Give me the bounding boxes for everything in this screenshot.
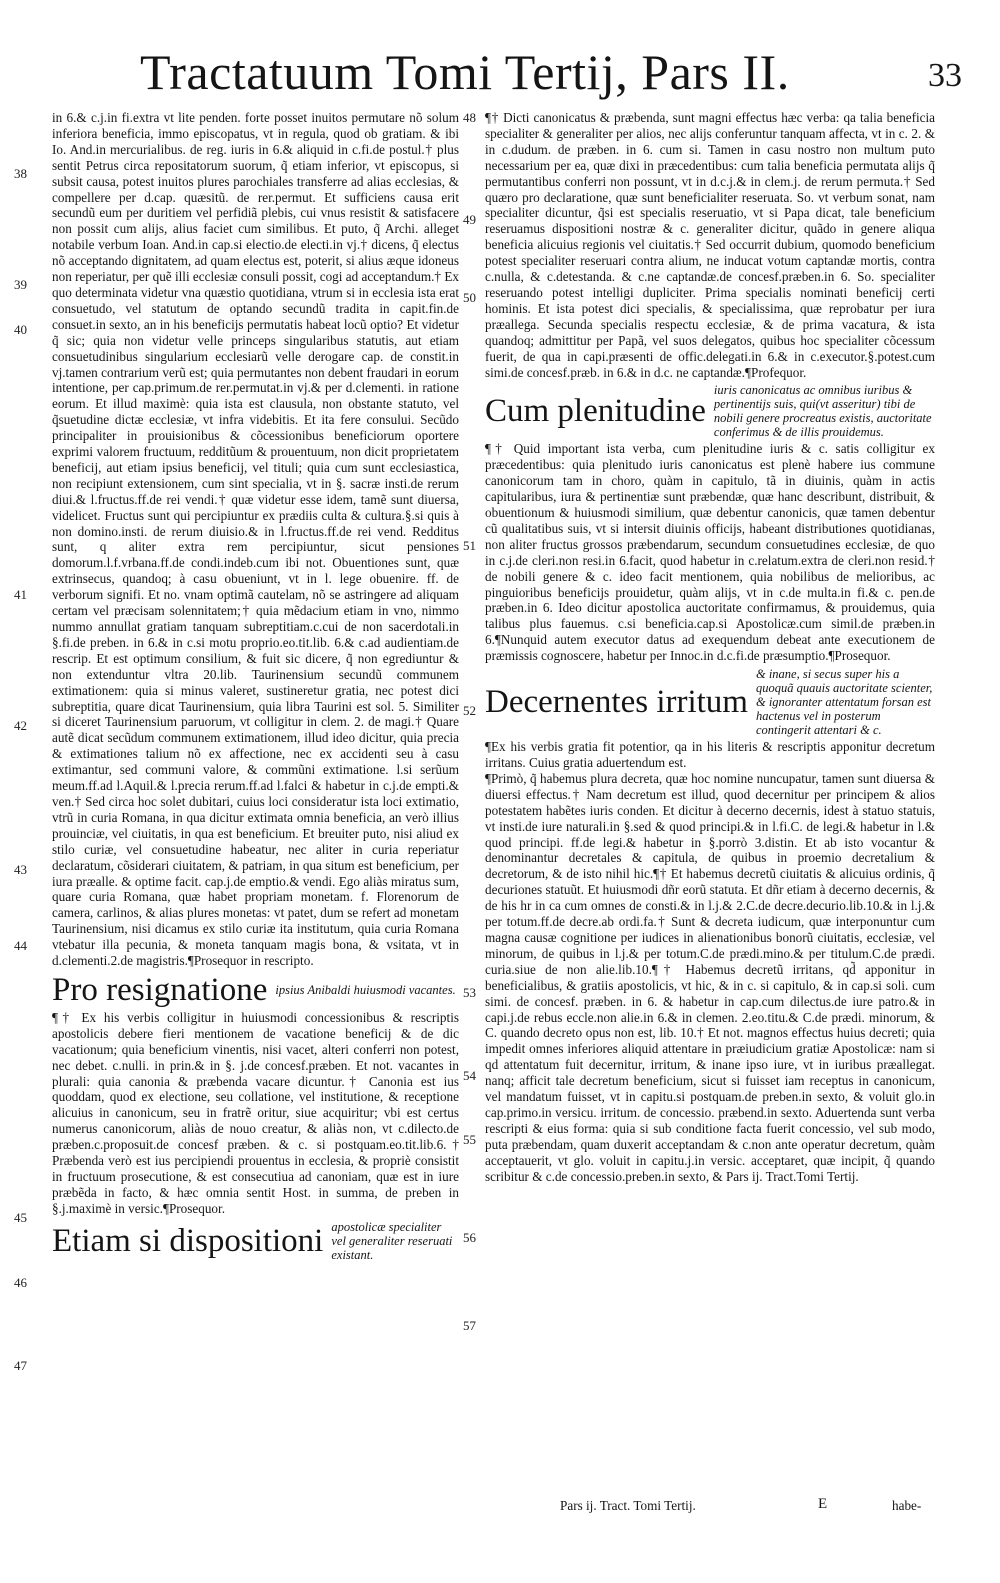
body-paragraph: ¶† Dicti canonicatus & præbenda, sunt magni effectus hæc verba: qa talia beneficia specialiter & generaliter per alios, nec alijs conferuntur tanquam affecta, vt in c. 2. & in c.dudum. de præben. in 6. cum si. Tamen in casu nostro non multum puto necessarium per ea, quæ dixi in præcedentibus: cum talia beneficia permutata alijs q̃ permutantibus conferri non possunt, vt in d.c.j.& in clem.j. de rerum permuta.† Sed quæro pro declaratione, quæ sunt beneficialiter reseruata. So. vt verbum sonat, nam specialiter dicuntur, q̃si est specialis reseruatio, vt si Papa dicat, tale beneficium reseruamus dispositioni nostræ & c. generaliter dicitur, quãdo in genere aliqua beneficia alicuius regionis vel ciuitatis.† Sed occurrit dubium, quomodo beneficium potest specialiter reseruari contra alium, ne inducat votum captandæ mortis, contra c.nulla, & c.detestanda. & c.ne captandæ.de concesf.præben.in 6. So. specialiter reseruando potest intelligi dupliciter. Prima specialis nominati beneficij certi hominis. Et ista potest dici specialis, & specialissima, quæ reprobatur per iura præallega. Secunda specialis respectu ecclesiæ, & de prima vacatura, & ista quandoq; admittitur per Papã, vel suos delegatos, quibus hoc specialiter cõcessum fuerit, de qua in capi.præsenti de offic.delegati.in 6.& in c.executor.§.potest.cum simi.de concesf.præb. in 6.& in d.c. ne captandæ.¶Profequor.	[485, 110, 935, 380]
rubric-continuation: apostolicæ specialiter vel generaliter reseruati existant.	[331, 1219, 453, 1262]
rubric-heading: Decernentes irritum	[485, 684, 748, 721]
margin-number: 57	[463, 1318, 476, 1333]
body-paragraph: ¶Ex his verbis gratia fit potentior, qa in his literis & rescriptis apponitur decretum irritans. Cuius gratia aduertendum est.	[485, 739, 935, 770]
body-paragraph: in 6.& c.j.in fi.extra vt lite penden. forte posset inuitos permutare nõ solum inferiora beneficia, immo episcopatus, vt in regula, quod ob gratiam. & ibi Io. And.in mercurialibus. de reg. iuris in 6.& aliquid in c.fi.de postul.† plus sentit Petrus circa repositatorum suorum, q̃ etiam inferior, vt episcopus, si subsit causa, potest inuitos plures parochiales transferre ad alias ecclesias, & compellere per d.cap. quæsitũ. de rer.permut. Et sufficiens causa erit secundũ eum per duritiem vel perfidiã plebis, cui vnus resistit & satisfacere non possit cum alijs, alius faciet cum similibus. Et puto, q̃ Archi. alleget notabile verbum Ioan. And.in cap.si electio.de electi.in vj.† dicens, q̃ electus nõ acceptando dignitatem, ad quam electus est, poterit, si alius æque idoneus non reperiatur, per quẽ illi ecclesiæ consuli possit, cogi ad acceptandum.† Ex quo determinata videtur vna quæstio quotidiana, vtrum si in ecclesia ista erat consuetudo, vel statutum de optando secundũ tradita in capit.fin.de consuet.in sexto, an in his beneficijs permutatis habeat locũ optio? Et videtur q̃ sic; quia non videtur velle princeps singularibus statutis, aut etiam consuetudinibus singularium ecclesiarũ velle derogare cap. de constit.in vj.tamen contrarium verũ est; quia permutantes non debent fraudari in eorum intentione, per cap.primum.de rer.permutat.in vj.& per d.clementi. in ratione eorum. Et illud maximè: quia ista est clausula, non obstante statuto, vel q̃suetudine dictæ ecclesiæ, vt infra videbitis. Et ita fere consului. Secũdo principaliter in prouisionibus & cõcessionibus beneficiorum oportere exprimi valorem fructuum, redditũum & prouentuum, non dicit proprietatem beneficij, aut etiam ipsius beneficij, vel tituli; quia cum sunt ecclesiastica, non recipiunt extensionem, cum sint specialia, vt in §. sacræ insti.de rerum diui.& l.fructus.ff.de rei vendi.† quæ videtur esse idem, tamẽ sunt diuersa, videlicet. Fructus sunt qui percipiuntur ex prædiis culta & cultura.§.si quis à non domino.insti. de rerum diuisio.& in l.fructus.ff.de rei vend. Redditus sunt, q aliter extra rem percipiuntur, sicut pensiones domorum.l.f.vrbana.ff.de condi.indeb.cum ibi not. Obuentiones sunt, quæ extrinsecus, quandoq; à casu obueniunt, vt in l. lege obuenire. ff. de verborum signifi. Et no. vnam optimã cautelam, nõ se astringere ad aliquam certam vel præcisam solennitatem;† quia mẽdacium etiam in vno, nimmo nummo annullat gratiam tanquam subreptitiam.c.cui de non sacerdotali.in §.fi.de preben. in 6.& in c.si motu proprio.eo.tit.lib. 6.& c.ad audientiam.de rescrip. Et est optimum consilium, & fuit sic dicere, q̃ non egrediuntur & non extenduntur vltra 20.lib. Taurinensium secundũ communem extimationem: quia si minus valeret, sustineretur gratia, nec potest dici subreptitia, quare dicat Taurinensium, quia libra Taurini est sol. 5. Similiter si diceret Taurinensium paruorum, vt colligitur in clem. 2. de magi.† Quare autẽ dicat secũdum communem extimationem, illud ideo dicitur, quia precia & extimationes talium nõ ex affectione, nec ex accidenti seu à casu extimantur, sed communi valore, & commũni extimatione. l.si serũum meum.ff.ad l.Aquil.& l.precia rerum.ff.ad l.falci & habetur in c.j.de empti.& ven.† Sed circa hoc solet dubitari, cuius loci consideratur ista loci extimatio, vtrũ in curia Romana, in qua dicitur extimata omnia beneficia, an verò illius prouinciæ, vel ciuitatis, in qua est beneficium. Et breuiter puto, nisi aliud ex stilo curiæ, vel consuetudine habeatur, nec aliter in curia reperiatur declaratum, cõsiderari ciuitatem, & patriam, in qua situm est beneficium, per iura præalle. & optime facit. cap.j.de emptio.& vendi. Ego aliàs miratus sum, quare curia Romana, quæ habet propriam monetam. f. Florenorum de camera, carlinos, & alias plures monetas: vt patet, dum se refert ad monetam Taurinensium, nisi dicamus ex stilo curiæ ita institutum, quia curia Romana vtebatur illa pecunia, & moneta tanquam magis bona, & vsitata, vt in d.clementi.2.de magistris.¶Prosequor in rescripto.	[52, 110, 459, 969]
body-paragraph: ¶† Quid important ista verba, cum plenitudine iuris & c. satis colligitur ex præcedentibus: quia plenitudo iuris canonicatus est plenè habere ius commune canonicorum tam in choro, quàm in capitulo, tã in diuinis, quàm in actis capitularibus, iura & pertinentiæ sunt præbendæ, quæ hanc describunt, distribuit, & obuentionum & huiusmodi similium, quæ debentur canonicis, quæ tamen debentur cũ qualitatibus suis, vt si intersit diuinis officijs, habeant distributiones quotidianas, non aliter fructus grossos præbendarum, secundum consuetudines ecclesiæ, de quo in c.j.de cleri.non resi.in 6.facit, quod habetur in c.relatum.extra de cleri.non resid.† de nobili genere & c. ideo facit mentionem, quia nobilibus de melioribus, ac pinguioribus beneficijs prouidetur, quàm alijs, vt in c.de multa.in fi.& c. pen.de præben.in 6. Ideo dicitur apostolica auctoritate confirmamus, & prouidemus, quia talibus plus fauemus. c.si beneficia.cap.si Apostolicæ.cum simil.de præben.in 6.¶Nunquid autem executor datus ad exequendum debeat ante executionem de præmissis cognoscere, habetur per Innoc.in d.c.fi.de præsumptio.¶Prosequor.	[485, 441, 935, 664]
section-rubric	[52, 972, 459, 1008]
running-title: Tractatuum Tomi Tertij, Pars II.	[140, 44, 790, 100]
section-rubric	[485, 383, 935, 439]
left-column	[52, 110, 459, 1495]
margin-number: 48	[463, 110, 476, 125]
margin-number: 44	[14, 938, 27, 953]
margin-number: 51	[463, 538, 476, 553]
margin-number: 52	[463, 703, 476, 718]
signature-mark: E	[818, 1496, 828, 1512]
right-column	[485, 110, 935, 1495]
margin-number: 45	[14, 1210, 27, 1225]
page-number: 33	[928, 57, 962, 94]
margin-number: 53	[463, 985, 476, 1000]
margin-number: 42	[14, 718, 27, 733]
signature-line: Pars ij. Tract. Tomi Tertij.	[560, 1498, 696, 1513]
margin-number: 43	[14, 862, 27, 877]
margin-number: 39	[14, 277, 27, 292]
section-rubric	[485, 667, 935, 737]
rubric-continuation: & inane, si secus super his a quoquã quauis auctoritate scienter, & ignoranter attentatum forsan est hactenus vel in posterum contingerit attentari & c.	[755, 667, 933, 738]
margin-number: 47	[14, 1358, 27, 1373]
margin-number: 46	[14, 1275, 27, 1290]
margin-number: 55	[463, 1132, 476, 1147]
rubric-heading: Cum plenitudine	[485, 393, 706, 430]
rubric-continuation: ipsius Anibaldi huiusmodi vacantes.	[275, 982, 456, 997]
margin-number: 40	[14, 322, 27, 337]
body-paragraph: ¶† Ex his verbis colligitur in huiusmodi concessionibus & rescriptis apostolicis debere fieri mentionem de vacatione beneficij & de dic vacationum; quia beneficium vinentis, nisi vacet, alteri conferri non potest, nec debet. c.nulli. in prin.& in §. j.de concesf.præben. Et not. vacantes in plurali: quia canonia & præbenda vacare dicuntur.† Canonia est ius quoddam, quod ex electione, seu collatione, vel institutione, & receptione alicuius in canonicum, seu in fratrẽ oritur, siue acquiritur; vbi est certus numerus canonicorum, aliàs de nouo creatur, & aliàs non, vt c.dilecto.de præben.c.proposuit.de concesf præben. & c. si postquam.eo.tit.lib.6.† Præbenda verò est ius percipiendi prouentus in ecclesia, & propriè consistit in fructuum prosecutione, & est consecutiua ad canoniam, quæ est in iure præbẽda in facto, & hæc omnia sentit Host. in summa, de preben in §.j.maximè in versic.¶Prosequor.	[52, 1009, 459, 1216]
rubric-heading: Pro resignatione	[52, 971, 268, 1008]
rubric-heading: Etiam si dispositioni	[52, 1222, 324, 1259]
margin-number: 54	[463, 1068, 476, 1083]
margin-number: 41	[14, 587, 27, 602]
section-rubric	[52, 1220, 459, 1262]
catchword: habe-	[892, 1498, 922, 1513]
margin-number: 49	[463, 212, 476, 227]
body-paragraph: ¶Primò, q̃ habemus plura decreta, quæ hoc nomine nuncupatur, tamen sunt diuersa & diuersi effectus.† Nam decretum est illud, quod decernitur per principem & alios potestatem habẽtes iuris conden. Et dicitur à decerno decernis, idest à statuo statuis, vt insti.de iure naturali.in §.sed & quod principi.& in l.fi.C. de legi.& habetur in l.& quod principi. ff.de legi.& habetur in §.porrò 3.distin. Et ab isto vocantur & denominantur decretales & capitula, de quibus in proemio decretalium & decretorum, & de isto nihil hic.¶† Et habemus decretũ ciuitatis & alicuius ordinis, q̃ decuriones statuũt. Et huiusmodi dñr eorũ statuta. Et dñr etiam à decerno decernis, & de his hr in ca cum omnes de consti.& in l.j.& 2.C.de decre.decurio.lib.10.& in l.j.& per totum.ff.de decre.ab ordi.fa.† Sunt & decreta iudicum, quæ interponuntur cum magna causæ cognitione per iudices in alienationibus bonorũ ciuitatis, ecclesiæ, vel minorum, de quibus in l.j.& per totum.C.de prædi.mino.& per titulum.C.de prædi. curia.siue de non alie.lib.10.¶† Habemus decretũ irritans, qd̃ apponitur in beneficialibus, & gratiis apostolicis, vt hic, & in c. si capitulo, & in cap.si soli. cum simi. de concesf. præben. in 6. & habetur in cap.cum dilectus.de iure patro.& in capi.j.de rebus eccle.non alie.in 6.& in clemen. 2.eo.titu.& C.de prædi. minorum, & C. quando decreto opus non est, lib. 10.† Et not. magnos effectus huius decreti; quia impedit omnes inferiores aliquid attentare in præiudicium gratiæ Apostolicæ: nam si qd attentatum fuit decernitur, irritum, & inane ipso iure, vt in iuribus præallegat. nanq; afficit tale decretum beneficium, sicut si fuisset iam receptus in canonicum, vel mandatum fuisset, vt in capitu.si postquam.de preben.in sexto, & voluit glo.in cap.primo.in versicu. irritum. de concessio. præbend.in sexto. Aduertenda sunt verba rescripti & eius forma: quia si sub conditione facta fuerit concessio, vel sub modo, puta præbendam, quam duxerit acceptandam & c.non ante operatur decretum, quàm acceptauerit, vt glo. voluit in capitu.j.in versic. acceptaret, quæ incipit, q̃ quando scribitur & c.de concessio.preben.in sexto, & Pars ij. Tract.Tomi Tertij.	[485, 770, 935, 1184]
margin-number: 50	[463, 290, 476, 305]
margin-number: 38	[14, 166, 27, 181]
margin-number: 56	[463, 1230, 476, 1245]
rubric-continuation: iuris canonicatus ac omnibus iuribus & pertinentijs suis, qui(vt asseritur) tibi de nobili genere procreatus existis, auctoritate conferimus & de illis prouidemus.	[713, 383, 932, 440]
